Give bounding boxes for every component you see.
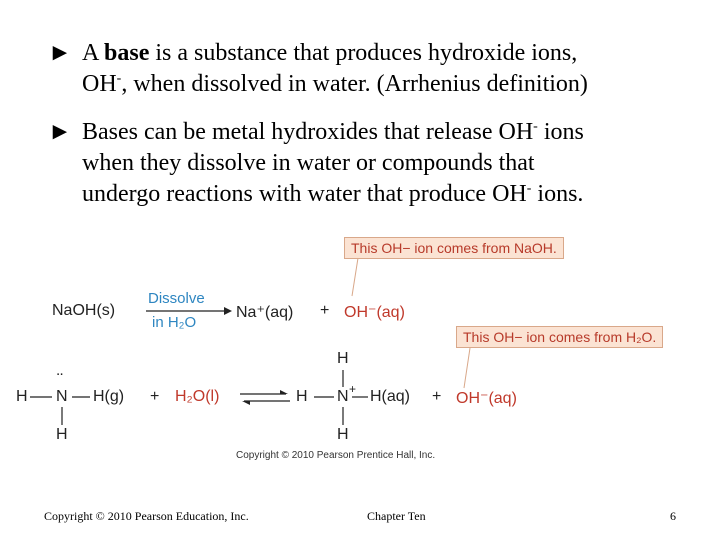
eq1-plus: + bbox=[320, 302, 330, 319]
figure-copyright: Copyright © 2010 Pearson Prentice Hall, Inc. bbox=[236, 450, 436, 461]
eq1-reactant: NaOH(s) bbox=[52, 302, 116, 319]
bullet2-sup2: - bbox=[526, 181, 532, 196]
bullet-marker-1: ► bbox=[48, 40, 72, 66]
ammonia-left-h: H bbox=[16, 388, 28, 405]
ammonium-top-h: H bbox=[337, 350, 349, 367]
ammonium-bottom-h: H bbox=[337, 426, 349, 443]
bullet1-post: is a substance that produces hydroxide ions, bbox=[149, 40, 578, 66]
eq2-water: H₂O(l) bbox=[175, 388, 220, 405]
footer-chapter: Chapter Ten bbox=[367, 509, 426, 523]
bullet1-bold-term: base bbox=[104, 40, 150, 66]
footer-copyright: Copyright © 2010 Pearson Education, Inc. bbox=[44, 509, 249, 523]
bullet2-line3a: undergo reactions with water that produce OH bbox=[82, 181, 527, 207]
ammonia-bottom-h: H bbox=[56, 426, 68, 443]
eq1-arrow-top: Dissolve bbox=[148, 290, 205, 307]
figure-lines bbox=[0, 232, 720, 464]
reaction-figure bbox=[0, 232, 720, 464]
eq2-hydroxide: OH⁻(aq) bbox=[456, 390, 517, 407]
bullet2-sup1: - bbox=[533, 119, 538, 134]
eq2-plus1: + bbox=[150, 388, 160, 405]
bullet-text-2 bbox=[82, 117, 692, 210]
bullet-marker-2: ► bbox=[48, 119, 72, 145]
callout-h2o: This OH− ion comes from H₂O. bbox=[456, 326, 663, 348]
footer-page-number: 6 bbox=[670, 509, 676, 523]
eq2-plus2: + bbox=[432, 388, 442, 405]
bullet1-sup: - bbox=[116, 71, 122, 86]
bullet2-line2: when they dissolve in water or compounds that bbox=[82, 150, 535, 176]
ammonia-lone-pair: ¨ bbox=[57, 370, 63, 390]
ammonia-n: N bbox=[56, 388, 68, 405]
eq1-arrow-bottom: in H₂O bbox=[152, 314, 197, 331]
ammonium-n: N bbox=[337, 388, 349, 405]
bullet2-line3b: ions. bbox=[531, 181, 584, 207]
ammonia-right-h: H(g) bbox=[93, 388, 125, 405]
bullet1-line2b: , when dissolved in water. (Arrhenius definition) bbox=[121, 71, 588, 97]
bullet-text-1 bbox=[82, 38, 692, 100]
eq1-product1: Na⁺(aq) bbox=[236, 304, 294, 321]
bullet1-line2a: OH bbox=[82, 71, 117, 97]
bullet2-line1a: Bases can be metal hydroxides that release OH bbox=[82, 119, 534, 145]
ammonium-right-h: H(aq) bbox=[370, 388, 411, 405]
bullet1-pre: A bbox=[82, 40, 105, 66]
ammonium-charge: + bbox=[349, 382, 357, 396]
ammonium-left-h: H bbox=[296, 388, 308, 405]
eq1-product2: OH⁻(aq) bbox=[344, 304, 405, 321]
callout-naoh: This OH− ion comes from NaOH. bbox=[344, 237, 564, 259]
bullet2-line1b: ions bbox=[537, 119, 584, 145]
